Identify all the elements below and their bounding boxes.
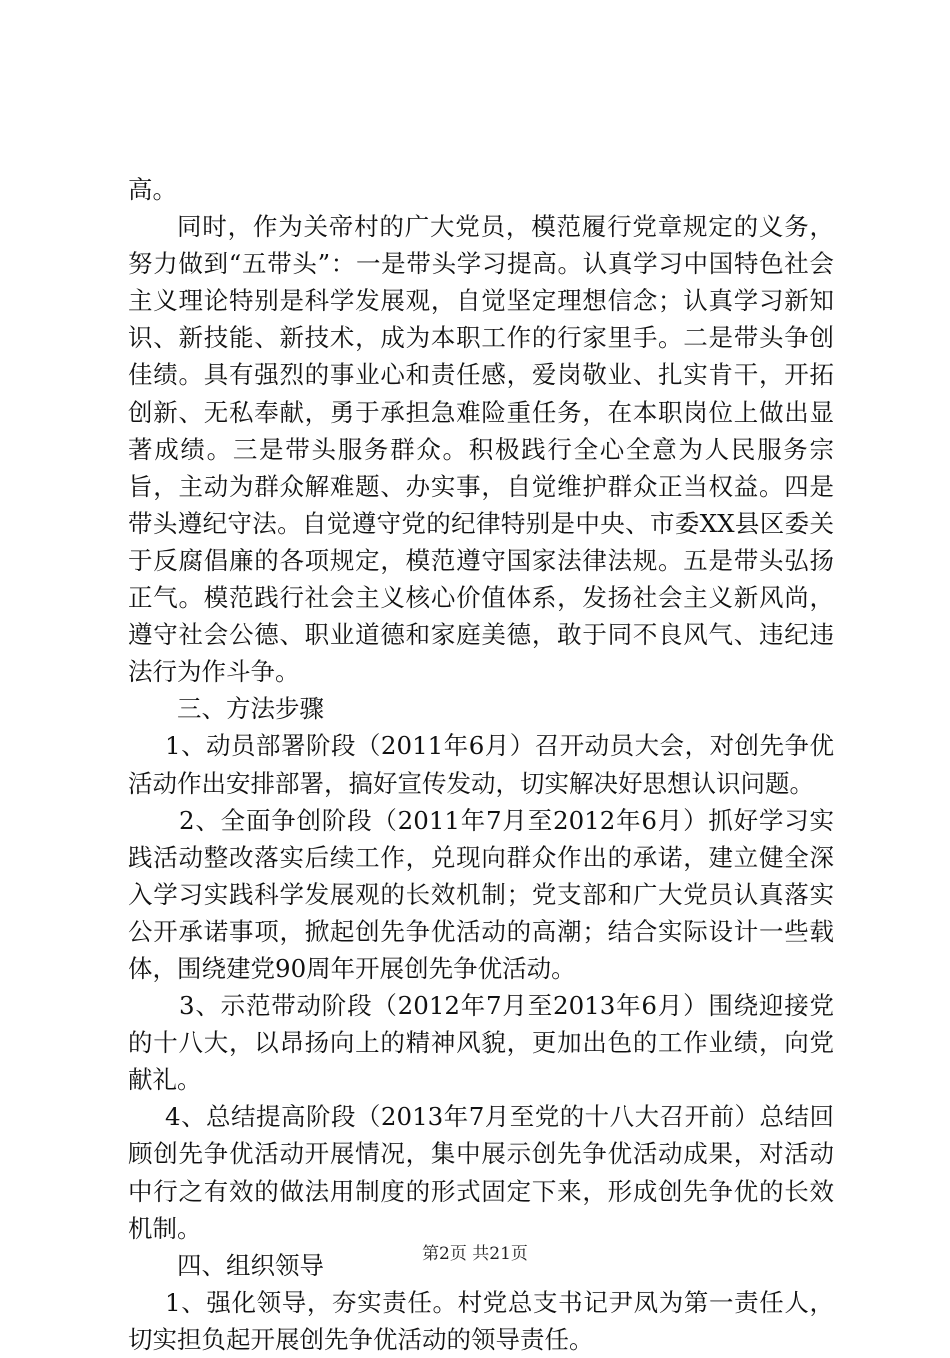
- paragraph-step-4: 4、总结提高阶段（2013年7月至党的十八大召开前）总结回顾创先争优活动开展情况，集中展示创先争优活动成果，对活动中行之有效的做法用制度的形式固定下来，形成创先争优的长效机制。: [128, 1102, 834, 1243]
- section-heading-leadership: 四、组织领导: [177, 1250, 324, 1280]
- page-number-footer: 第2页 共21页: [422, 1244, 528, 1264]
- document-body: [128, 171, 834, 1358]
- paragraph-leadership-1: 1、强化领导，夯实责任。村党总支书记尹凤为第一责任人，切实担负起开展创先争优活动的领导责任。: [128, 1287, 834, 1354]
- section-heading-methods: 三、方法步骤: [177, 694, 324, 724]
- paragraph-continuation: 高。: [128, 175, 177, 204]
- paragraph-step-2: 2、全面争创阶段（2011年7月至2012年6月）抓好学习实践活动整改落实后续工作，兑现向群众作出的承诺，建立健全深入学习实践科学发展观的长效机制；党支部和广大党员认真落实公开承诺事项，掀起创先争优活动的高潮；结合实际设计一些载体，围绕建党90周年开展创先争优活动。: [128, 805, 834, 983]
- paragraph-step-3: 3、示范带动阶段（2012年7月至2013年6月）围绕迎接党的十八大，以昂扬向上的精神风貌，更加出色的工作业绩，向党献礼。: [128, 991, 834, 1095]
- paragraph-step-1: 1、动员部署阶段（2011年6月）召开动员大会，对创先争优活动作出安排部署，搞好宣传发动，切实解决好思想认识问题。: [128, 731, 834, 798]
- paragraph-five-leads: 同时，作为关帝村的广大党员，模范履行党章规定的义务，努力做到“五带头”：一是带头学习提高。认真学习中国特色社会主义理论特别是科学发展观，自觉坚定理想信念；认真学习新知识、新技能、新技术，成为本职工作的行家里手。二是带头争创佳绩。具有强烈的事业心和责任感，爱岗敬业、扎实肯干，开拓创新、无私奉献，勇于承担急难险重任务，在本职岗位上做出显著成绩。三是带头服务群众。积极践行全心全意为人民服务宗旨，主动为群众解难题、办实事，自觉维护群众正当权益。四是带头遵纪守法。自觉遵守党的纪律特别是中央、市委XX县区委关于反腐倡廉的各项规定，模范遵守国家法律法规。五是带头弘扬正气。模范践行社会主义核心价值体系，发扬社会主义新风尚，遵守社会公德、职业道德和家庭美德，敢于同不良风气、违纪违法行为作斗争。: [128, 212, 834, 687]
